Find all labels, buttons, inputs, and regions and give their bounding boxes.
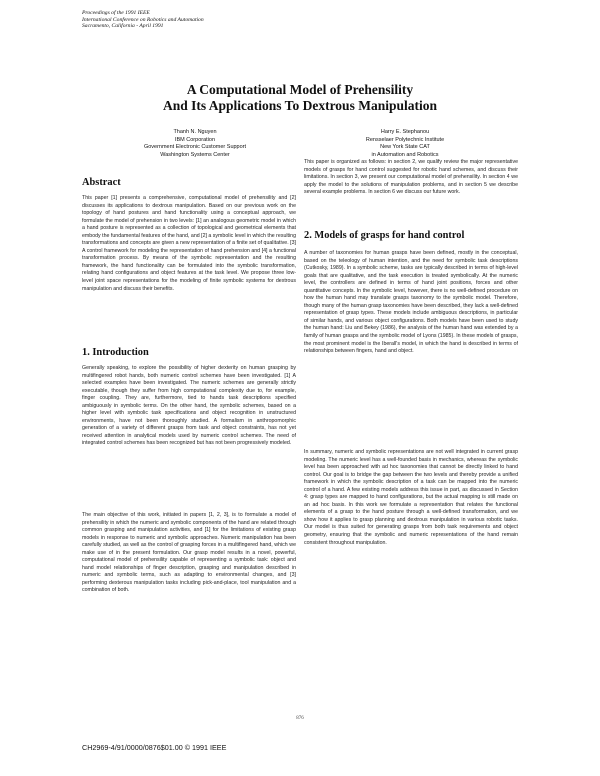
author-line: IBM Corporation (174, 136, 216, 143)
models-paragraph-1: A number of taxonomies for human grasps have been defined, mostly in the conceptual, based on the teleology of human intention, and the need for symbolic task descriptions (Cutkosky, 1989). In a symbolic scheme, tasks are typically described in terms of high-level goals that are qualitative, and the task execution is treated symbolically. At the numeric level, the controllers are defined in terms of hand joint positions, forces and other quantitative concepts. In the symbolic level, however, there is no well-defined procedure on how the human hand may translate grasps taxonomy to the symbolic model. Therefore, though many of the human grasp taxonomies have been described, they lack a well-defined representation of grasp types. These models include ambiguous descriptions, in particular of similar hands, and various object configurations. Both models have been used to study the human hand: Liu and Bekey (1986), the analysis of the human hand was extended by a family of human grasps and the symbolic model of Lyons (1985). In these models of grasps, the most prominent model is the Iberall's model, in which the hand is described in terms of relationships between fingers, hand and object. (304, 250, 518, 355)
page-number: 876 (296, 716, 304, 721)
author-line: in Automation and Robotics (371, 151, 439, 158)
paper-title (0, 82, 600, 114)
abstract-heading: Abstract (82, 177, 121, 188)
models-paragraph-2: In summary, numeric and symbolic representations are not well integrated in current grasp modeling. The numeric level has a well-founded basis in mechanics, whereas the symbolic level has been approached with ad hoc taxonomies that cannot be directly linked to hand control. Our goal is to bridge the gap between the two levels and thereby provide a unified framework in which the symbolic description of a task can be mapped into the numeric control of a hand. A few existing models address this issue in part, as discussed in Section 4: grasp types are mapped to hand configurations, but the actual mapping is still made on an ad hoc basis. In this work we formulate a representation that relates the functional elements of a grasp to the hand posture through a well-defined transformation, and we show how it applies to grasp planning and dextrous manipulation in various robotic tasks. Our model is thus suited for generating grasps from both task requirements and object geometry, ensuring that the symbolic and numeric representations of the hand remain consistent throughout manipulation. (304, 449, 518, 546)
author-line: Rensselaer Polytechnic Institute (365, 136, 445, 143)
copyright-code: CH2969-4/91/0000/0876$01.00 © 1991 IEEE (82, 743, 227, 752)
author-line: Washington Systems Center (160, 151, 230, 158)
introduction-paragraph-2: The main objective of this work, initiated in papers [1, 2, 3], is to formulate a model of prehensility in which the numeric and symbolic components of the hand are related through common grasping and manipulation activities, and [1] for the limitations of existing grasp models in response to numeric and symbolic approaches. Numeric manipulation has been carefully studied, as well as the control of grasping forces in a multifingered hand, which we make use of in the present formulation. Our grasp model results in a novel, powerful, computational model of prehensility capable of representing a symbolic task: object and hand model relationships of finger description, grasping and manipulation described in numeric and symbolic terms, such as adapting to environmental changes, and [3] performing dexterous manipulation tasks including pick-and-place, tool manipulation and a combination of both. (82, 512, 296, 594)
conference-header-line: International Conference on Robotics and Automation (82, 16, 204, 23)
organization-paragraph: This paper is organized as follows: in section 2, we qualify review the major representative models of grasps for hand control suggested for robotic hand schemes, and discuss their limitations. In section 3, we present our computational model of prehensility. In section 4 we apply the model to the solutions of manipulation problems, and in section 5 we describe several example problems. In section 6 we discuss our future work. (304, 159, 518, 196)
author-line: Government Electronic Customer Support (143, 144, 247, 151)
conference-header (82, 10, 282, 30)
author-block-stephanou (305, 129, 505, 159)
introduction-paragraph-1: Generally speaking, to explore the possibility of higher dexterity on human grasping by multifingered robot hands, both numeric control schemes have been investigated. [1] A selected examples have been investigated. The numeric schemes are generally strictly executable, though they suffer from high computational complexity due to, for example, finger coupling. They are, furthermore, tied to hands task descriptions specified ambiguously in symbolic terms. On the other hand, the symbolic schemes, based on a higher level with symbolic task specifications and object recognition in unstructured environments, have not been thoroughly studied. A formalism in anthropomorphic generation of a variety of different grasps from task and object constraints, has not yet received attention in analytical models used by numeric control schemes. The need of integrated control schemes has been recognized but has not been progressively modeled. (82, 365, 296, 447)
conference-header-line: Proceedings of the 1991 IEEE (82, 10, 150, 16)
author-line: Harry E. Stephanou (380, 129, 430, 135)
introduction-heading: 1. Introduction (82, 347, 149, 358)
paper-title-line: And Its Applications To Dextrous Manipulation (163, 98, 437, 113)
conference-header-line: Sacramento, California - April 1991 (82, 23, 164, 30)
paper-title-line: A Computational Model of Prehensility (186, 82, 414, 97)
author-block-nguyen (95, 129, 295, 159)
models-heading: 2. Models of grasps for hand control (304, 230, 465, 241)
author-line: Thanh N. Nguyen (173, 129, 217, 135)
abstract-text: This paper [1] presents a comprehensive, computational model of prehensility and [2] discusses its applications to dextrous manipulation. Based on our previous work on the topology of hand postures and hand functionality using a conceptual approach, we formulate the model of prehension in two levels: [1] an analogous geometric model in which a hand posture is represented as a collection of topological and geometrical elements that embody the fundamental features of the hand, and [2] a symbolic level in which the resulting transformations and concepts are given a new representation of a finite set of qualitative. [3] A control framework for modeling the representation of hand prehension and [4] a functional transformation process. By means of the symbolic representation and the resulting framework, the hand functionality can be formulated into the symbolic transformation, relating hand configurations and object features at the task level. We propose three low-level joint space representations for the modeling of finite symbolic systems for dextrous manipulation and discuss their benefits. (82, 195, 296, 292)
author-line: New York State CAT (380, 144, 430, 151)
